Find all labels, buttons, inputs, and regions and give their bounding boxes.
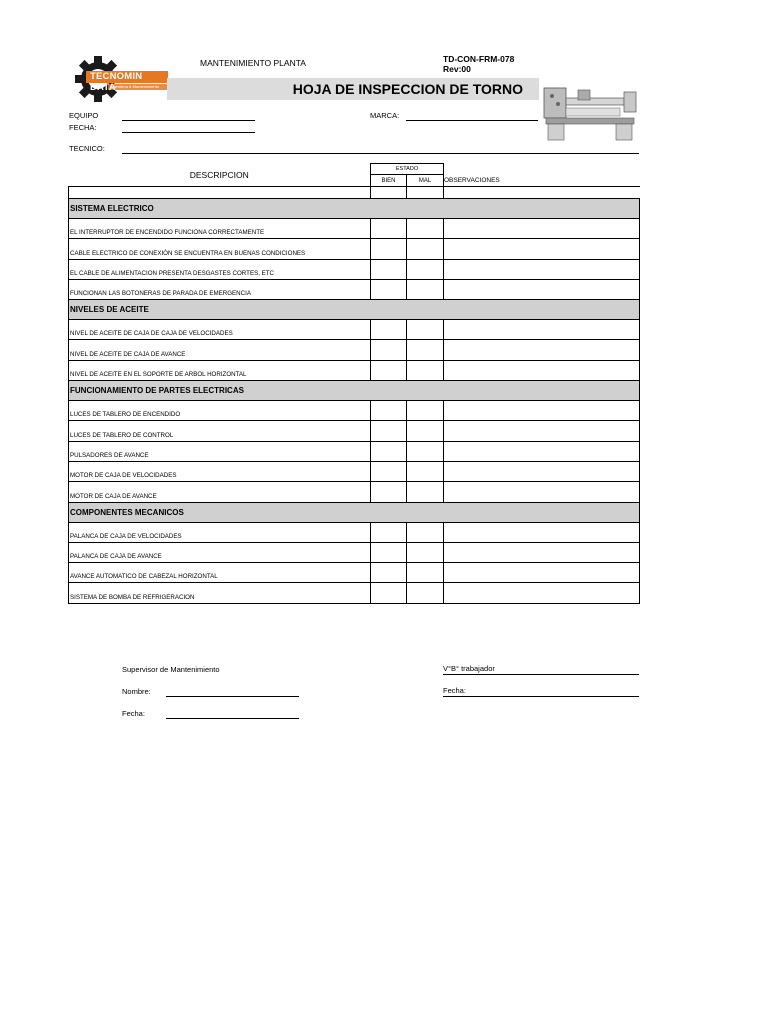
checklist-row <box>69 259 640 279</box>
nombre-label: Nombre: <box>122 687 151 696</box>
bien-cell[interactable] <box>371 522 407 542</box>
bien-cell[interactable] <box>371 279 407 299</box>
checklist-item-label: EL INTERRUPTOR DE ENCENDIDO FUNCIONA CORRECTAMENTE <box>69 219 371 239</box>
observaciones-cell[interactable] <box>444 320 640 340</box>
document-revision: Rev:00 <box>443 64 471 74</box>
section-title: FUNCIONAMIENTO DE PARTES ELECTRICAS <box>69 381 640 401</box>
checklist-item-label: MOTOR DE CAJA DE VELOCIDADES <box>69 461 371 481</box>
bien-cell[interactable] <box>371 441 407 461</box>
mal-cell[interactable] <box>407 259 444 279</box>
mal-cell[interactable] <box>407 279 444 299</box>
mal-header: MAL <box>407 175 444 187</box>
checklist-row <box>69 441 640 461</box>
fecha-trabajador-label: Fecha: <box>443 686 466 695</box>
fecha-trabajador-field[interactable] <box>443 696 639 697</box>
bien-cell[interactable] <box>371 542 407 562</box>
observaciones-cell[interactable] <box>444 360 640 380</box>
checklist-item-label: NIVEL DE ACEITE DE CAJA DE AVANCE <box>69 340 371 360</box>
checklist-item-label: LUCES DE TABLERO DE CONTROL <box>69 421 371 441</box>
checklist-item-label: NIVEL DE ACEITE EN EL SOPORTE DE ARBOL HORIZONTAL <box>69 360 371 380</box>
checklist-item-label: NIVEL DE ACEITE DE CAJA DE CAJA DE VELOCIDADES <box>69 320 371 340</box>
bien-cell[interactable] <box>371 461 407 481</box>
observaciones-cell[interactable] <box>444 461 640 481</box>
checklist-row <box>69 340 640 360</box>
mal-cell[interactable] <box>407 522 444 542</box>
fecha-supervisor-label: Fecha: <box>122 709 145 718</box>
observaciones-cell[interactable] <box>444 441 640 461</box>
bien-cell[interactable] <box>371 320 407 340</box>
bien-cell[interactable] <box>371 340 407 360</box>
bien-cell[interactable] <box>371 239 407 259</box>
mal-cell[interactable] <box>407 563 444 583</box>
observaciones-cell[interactable] <box>444 421 640 441</box>
nombre-field[interactable] <box>166 696 299 697</box>
observaciones-cell[interactable] <box>444 563 640 583</box>
logo-subtext: Ingeniería & Mantenimiento <box>110 84 159 89</box>
checklist-item-label: LUCES DE TABLERO DE ENCENDIDO <box>69 401 371 421</box>
bien-cell[interactable] <box>371 563 407 583</box>
checklist-item-label: SISTEMA DE BOMBA DE REFRIGERACION <box>69 583 371 603</box>
observaciones-cell[interactable] <box>444 522 640 542</box>
marca-label: MARCA: <box>370 111 400 120</box>
bien-cell[interactable] <box>371 583 407 603</box>
checklist-row <box>69 522 640 542</box>
observaciones-cell[interactable] <box>444 583 640 603</box>
section-header-row <box>69 199 640 219</box>
department-label: MANTENIMIENTO PLANTA <box>200 58 306 68</box>
observaciones-header: OBSERVACIONES <box>444 175 640 187</box>
checklist-item-label: CABLE ELECTRICO DE CONEXIÓN SE ENCUENTRA EN BUENAS CONDICIONES <box>69 239 371 259</box>
checklist-row <box>69 421 640 441</box>
bien-cell[interactable] <box>371 421 407 441</box>
mal-cell[interactable] <box>407 461 444 481</box>
mal-cell[interactable] <box>407 401 444 421</box>
checklist-row <box>69 239 640 259</box>
checklist-item-label: PALANCA DE CAJA DE AVANCE <box>69 542 371 562</box>
bien-header: BIEN <box>371 175 407 187</box>
mal-cell[interactable] <box>407 219 444 239</box>
mal-cell[interactable] <box>407 340 444 360</box>
bien-cell[interactable] <box>371 360 407 380</box>
tecnico-field[interactable] <box>122 153 639 154</box>
mal-cell[interactable] <box>407 583 444 603</box>
checklist-item-label: PULSADORES DE AVANCE <box>69 441 371 461</box>
bien-cell[interactable] <box>371 401 407 421</box>
section-header-row <box>69 381 640 401</box>
inspection-table <box>68 163 640 604</box>
mal-cell[interactable] <box>407 421 444 441</box>
checklist-item-label: AVANCE AUTOMATICO DE CABEZAL HORIZONTAL <box>69 563 371 583</box>
checklist-row <box>69 583 640 603</box>
checklist-row <box>69 279 640 299</box>
observaciones-cell[interactable] <box>444 340 640 360</box>
mal-cell[interactable] <box>407 482 444 502</box>
vobo-trabajador-field[interactable] <box>443 674 639 675</box>
estado-header: ESTADO <box>371 164 444 175</box>
mal-cell[interactable] <box>407 320 444 340</box>
section-title: COMPONENTES MECANICOS <box>69 502 640 522</box>
mal-cell[interactable] <box>407 542 444 562</box>
document-code: TD-CON-FRM-078 <box>443 54 515 64</box>
checklist-row <box>69 401 640 421</box>
logo-text: TECNOMIN DATA <box>90 71 143 93</box>
company-logo <box>74 55 170 103</box>
observaciones-cell[interactable] <box>444 219 640 239</box>
equipo-field[interactable] <box>122 120 255 121</box>
bien-cell[interactable] <box>371 482 407 502</box>
tecnico-label: TECNICO: <box>69 144 105 153</box>
supervisor-label: Supervisor de Mantenimiento <box>122 665 220 674</box>
checklist-item-label: FUNCIONAN LAS BOTONERAS DE PARADA DE EMERGENCIA <box>69 279 371 299</box>
observaciones-cell[interactable] <box>444 542 640 562</box>
mal-cell[interactable] <box>407 360 444 380</box>
section-title: SISTEMA ELECTRICO <box>69 199 640 219</box>
observaciones-cell[interactable] <box>444 279 640 299</box>
section-header-row <box>69 502 640 522</box>
checklist-item-label: EL CABLE DE ALIMENTACION PRESENTA DESGASTES CORTES, ETC <box>69 259 371 279</box>
checklist-row <box>69 320 640 340</box>
mal-cell[interactable] <box>407 239 444 259</box>
checklist-row <box>69 461 640 481</box>
section-header-row <box>69 300 640 320</box>
mal-cell[interactable] <box>407 441 444 461</box>
equipo-label: EQUIPO <box>69 111 99 120</box>
bien-cell[interactable] <box>371 259 407 279</box>
observaciones-cell[interactable] <box>444 259 640 279</box>
checklist-row <box>69 360 640 380</box>
checklist-row <box>69 219 640 239</box>
fecha-field[interactable] <box>122 132 255 133</box>
observaciones-cell[interactable] <box>444 401 640 421</box>
checklist-item-label: PALANCA DE CAJA DE VELOCIDADES <box>69 522 371 542</box>
observaciones-cell[interactable] <box>444 482 640 502</box>
section-title: NIVELES DE ACEITE <box>69 300 640 320</box>
checklist-row <box>69 542 640 562</box>
marca-field[interactable] <box>406 120 538 121</box>
fecha-label: FECHA: <box>69 123 97 132</box>
descripcion-header: DESCRIPCION <box>69 164 371 187</box>
checklist-row <box>69 563 640 583</box>
bien-cell[interactable] <box>371 219 407 239</box>
lathe-image <box>540 78 640 142</box>
observaciones-cell[interactable] <box>444 239 640 259</box>
vobo-trabajador-label: V°B° trabajador <box>443 664 495 673</box>
page-title: HOJA DE INSPECCION DE TORNO <box>292 81 523 97</box>
checklist-item-label: MOTOR DE CAJA DE AVANCE <box>69 482 371 502</box>
checklist-row <box>69 482 640 502</box>
fecha-supervisor-field[interactable] <box>166 718 299 719</box>
